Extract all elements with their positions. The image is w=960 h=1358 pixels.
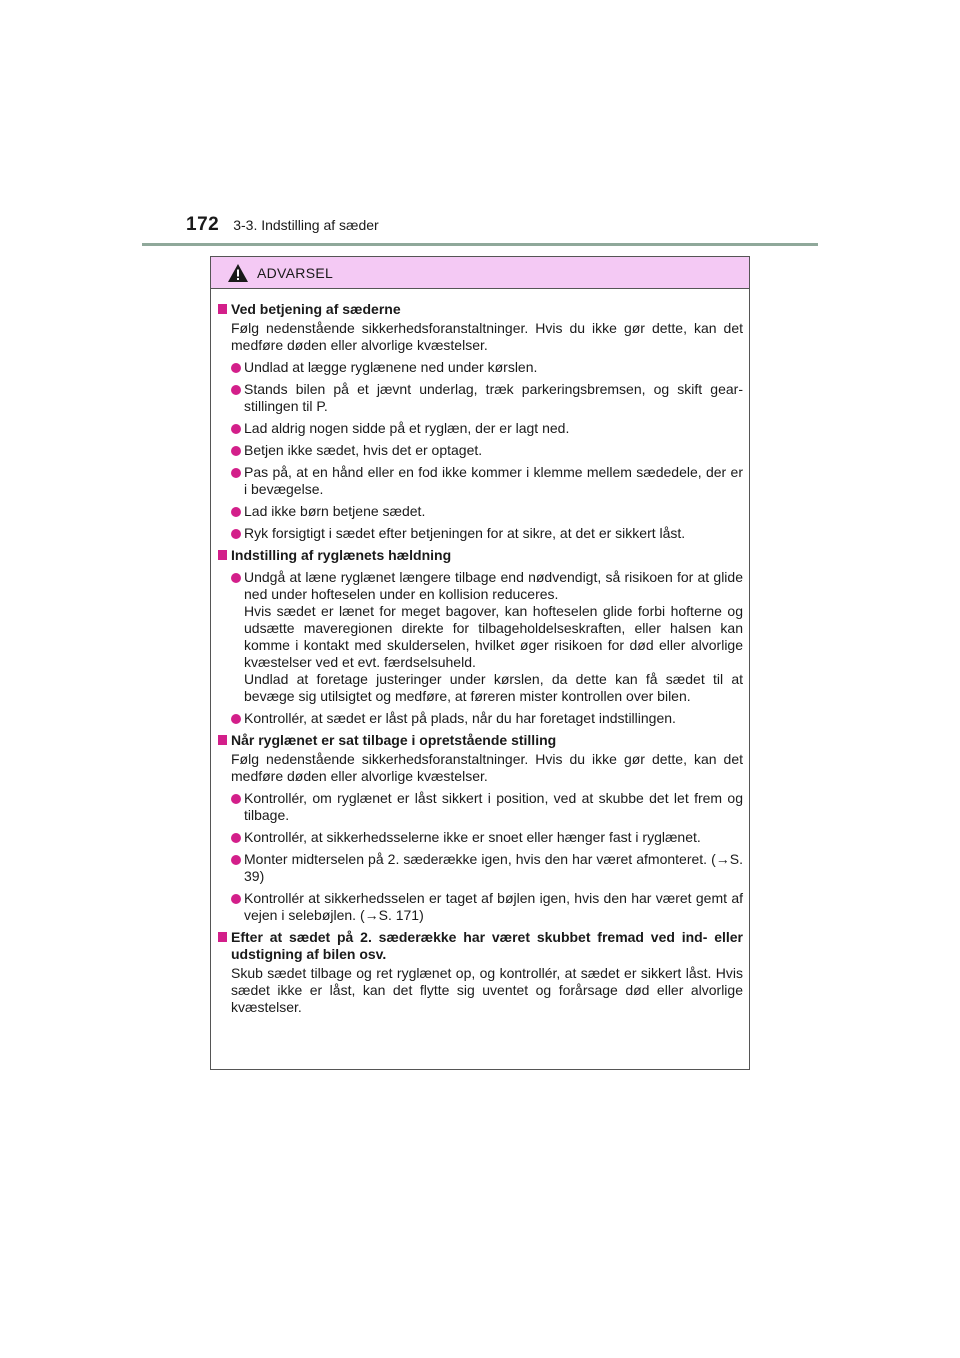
list-item — [218, 420, 743, 437]
list-item-paragraph: Undlad at foretage justeringer under kørslen, da dette kan få sædet til at bevæge sig utilsigtet og medføre, at føreren mister kontrollen over bilen. — [244, 671, 743, 704]
bullet-dot-icon — [231, 363, 241, 373]
list-item — [218, 359, 743, 376]
list-item — [218, 851, 743, 885]
list-item-paragraph: Kontrollér, at sædet er låst på plads, når du har foretaget indstillingen. — [244, 710, 676, 726]
list-item-paragraph: Undlad at lægge ryglænene ned under kørslen. — [244, 359, 538, 375]
list-item-text — [244, 829, 743, 846]
list-item-paragraph: Betjen ikke sædet, hvis det er optaget. — [244, 442, 483, 458]
bullet-dot-icon — [231, 833, 241, 843]
square-bullet-icon — [218, 932, 227, 942]
list-item — [218, 525, 743, 542]
list-item — [218, 890, 743, 924]
list-item-text — [244, 710, 743, 727]
section-title-text: Når ryglænet er sat tilbage i opretstående stilling — [231, 732, 557, 748]
square-bullet-icon — [218, 550, 227, 560]
square-bullet-icon — [218, 304, 227, 314]
header-rule — [142, 243, 818, 246]
list-item-text — [244, 790, 743, 824]
bullet-dot-icon — [231, 507, 241, 517]
warning-section — [218, 929, 743, 1016]
list-item-paragraph: Ryk forsigtigt i sædet efter betjeningen for at sikre, at det er sikkert låst. — [244, 525, 686, 541]
bullet-dot-icon — [231, 446, 241, 456]
list-item-text — [244, 381, 743, 415]
page-header — [186, 214, 379, 240]
list-item — [218, 790, 743, 824]
list-item-text — [244, 464, 743, 498]
list-item — [218, 442, 743, 459]
bullet-dot-icon — [231, 894, 241, 904]
square-bullet-icon — [218, 735, 227, 745]
list-item-paragraph: Lad aldrig nogen sidde på et ryglæn, der er lagt ned. — [244, 420, 570, 436]
section-intro: Skub sædet tilbage og ret ryglænet op, og kontrollér, at sædet er sikkert låst. Hvis sædet ikke er låst, kan det flytte sig uventet og forårsage død eller alvorlige kvæstelser. — [231, 965, 743, 1015]
warning-title: ADVARSEL — [257, 264, 334, 281]
bullet-dot-icon — [231, 424, 241, 434]
warning-section — [218, 732, 743, 924]
section-intro: Følg nedenstående sikkerhedsforanstaltninger. Hvis du ikke gør dette, kan det medføre døden eller alvorlige kvæstelser. — [231, 751, 743, 784]
list-item-text — [244, 851, 743, 885]
section-title-text: Efter at sædet på 2. sæderække har været skubbet fremad ved ind- eller udstigning af bilen osv. — [231, 929, 743, 962]
list-item-paragraph: Lad ikke børn betjene sædet. — [244, 503, 426, 519]
bullet-dot-icon — [231, 468, 241, 478]
list-item — [218, 710, 743, 727]
section-heading — [218, 547, 743, 564]
warning-triangle-icon — [227, 263, 249, 283]
warning-box — [210, 256, 750, 1070]
list-item-paragraph: Undgå at læne ryglænet længere tilbage end nødvendigt, så risikoen for at glide ned under hofteselen under en kollision reduceres. — [244, 569, 743, 602]
bullet-dot-icon — [231, 573, 241, 583]
bullet-dot-icon — [231, 714, 241, 724]
list-item-text — [244, 525, 743, 542]
list-item-text — [244, 569, 743, 705]
section-heading — [218, 301, 743, 318]
section-intro: Følg nedenstående sikkerhedsforanstaltninger. Hvis du ikke gør dette, kan det medføre døden eller alvorlige kvæstelser. — [231, 320, 743, 353]
list-item-paragraph: Monter midterselen på 2. sæderække igen, hvis den har været afmonteret. (→S. 39) — [244, 851, 743, 884]
list-item — [218, 829, 743, 846]
list-item-text — [244, 442, 743, 459]
list-item — [218, 569, 743, 705]
list-item-paragraph: Kontrollér at sikkerhedsselen er taget af bøjlen igen, hvis den har været gemt af vejen i selebøjlen. (→S. 171) — [244, 890, 743, 923]
list-item-paragraph: Stands bilen på et jævnt underlag, træk parkeringsbremsen, og skift gear-stillingen til P. — [244, 381, 743, 414]
section-title-text: Ved betjening af sæderne — [231, 301, 401, 317]
list-item-text — [244, 420, 743, 437]
list-item-paragraph: Pas på, at en hånd eller en fod ikke kommer i klemme mellem sædedele, der er i bevægelse. — [244, 464, 743, 497]
section-heading — [218, 929, 743, 963]
bullet-dot-icon — [231, 529, 241, 539]
list-item-text — [244, 503, 743, 520]
list-item-paragraph: Kontrollér, at sikkerhedsselerne ikke er snoet eller hænger fast i ryglænet. — [244, 829, 701, 845]
section-title: 3-3. Indstilling af sæder — [233, 217, 379, 233]
list-item — [218, 381, 743, 415]
warning-section — [218, 547, 743, 727]
bullet-dot-icon — [231, 855, 241, 865]
warning-section — [218, 301, 743, 542]
list-item-text — [244, 890, 743, 924]
page-number: 172 — [186, 214, 220, 235]
list-item-paragraph: Kontrollér, om ryglænet er låst sikkert i position, ved at skubbe det let frem og tilbage. — [244, 790, 743, 823]
list-item — [218, 464, 743, 498]
section-heading — [218, 732, 743, 749]
section-title-text: Indstilling af ryglænets hældning — [231, 547, 452, 563]
bullet-dot-icon — [231, 385, 241, 395]
list-item-text — [244, 359, 743, 376]
warning-body — [211, 289, 749, 1016]
list-item-paragraph: Hvis sædet er lænet for meget bagover, kan hofteselen glide forbi hofterne og udsætte maveregionen direkte for tilbageholdelseskraften, eller halsen kan komme i kontakt med skulderselen, hvilket øger risikoen for død eller alvorlige kvæstelser ved et evt. færdselsuheld. — [244, 603, 743, 670]
bullet-dot-icon — [231, 794, 241, 804]
warning-header — [211, 257, 749, 289]
list-item — [218, 503, 743, 520]
